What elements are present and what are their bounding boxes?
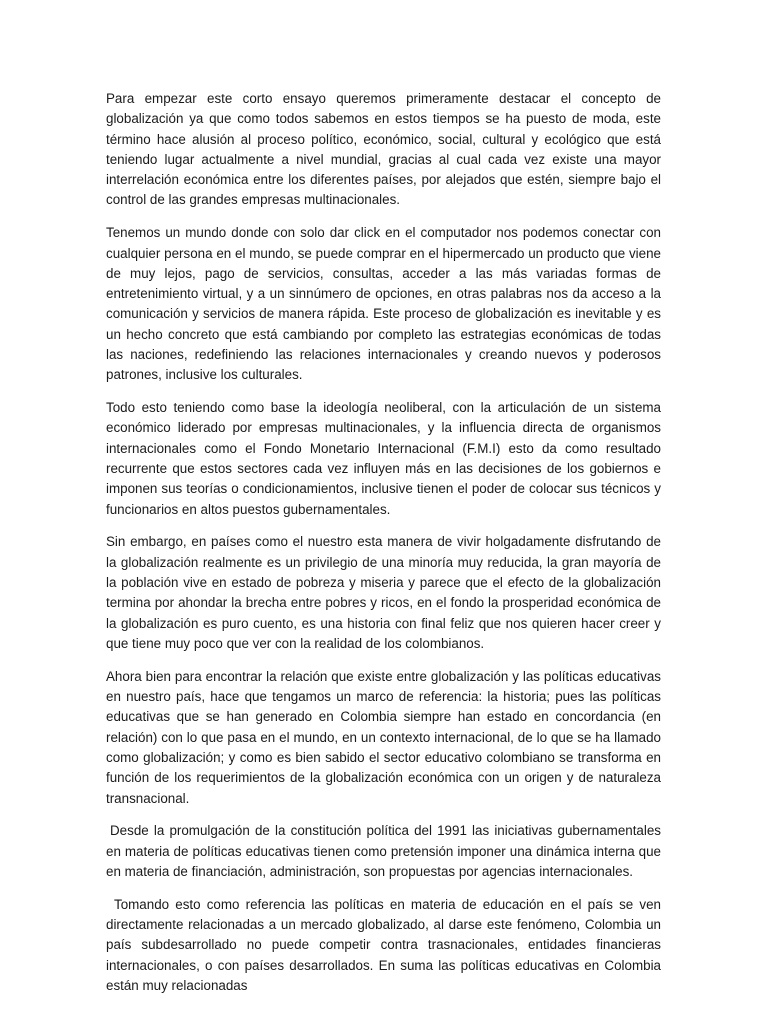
paragraph-6: Desde la promulgación de la constitución política del 1991 las iniciativas gubernamentales en materia de políticas educativas tienen como pretensión imponer una dinámica interna que en materia de financiación, administración, son propuestas por agencias internacionales.	[106, 823, 661, 879]
document-body	[106, 89, 661, 1009]
paragraph-2: Tenemos un mundo donde con solo dar click en el computador nos podemos conectar con cualquier persona en el mundo, se puede comprar en el hipermercado un producto que viene de muy lejos, pago de servicios, consultas, acceder a las más variadas formas de entretenimiento virtual, y a un sinnúmero de opciones, en otras palabras nos da acceso a la comunicación y servicios de manera rápida. Este proceso de globalización es inevitable y es un hecho concreto que está cambiando por completo las estrategias económicas de todas las naciones, redefiniendo las relaciones internacionales y creando nuevos y poderosos patrones, inclusive los culturales.	[106, 225, 661, 383]
paragraph-1: Para empezar este corto ensayo queremos primeramente destacar el concepto de globalización ya que como todos sabemos en estos tiempos se ha puesto de moda, este término hace alusión al proceso político, económico, social, cultural y ecológico que está teniendo lugar actualmente a nivel mundial, gracias al cual cada vez existe una mayor interrelación económica entre los diferentes países, por alejados que estén, siempre bajo el control de las grandes empresas multinacionales.	[106, 91, 661, 208]
paragraph-3: Todo esto teniendo como base la ideología neoliberal, con la articulación de un sistema económico liderado por empresas multinacionales, y la influencia directa de organismos internacionales como el Fondo Monetario Internacional (F.M.I) esto da como resultado recurrente que estos sectores cada vez influyen más en las decisiones de los gobiernos e imponen sus teorías o condicionamientos, inclusive tienen el poder de colocar sus técnicos y funcionarios en altos puestos gubernamentales.	[106, 400, 661, 517]
paragraph-5: Ahora bien para encontrar la relación que existe entre globalización y las políticas educativas en nuestro país, hace que tengamos un marco de referencia: la historia; pues las políticas educativas que se han generado en Colombia siempre han estado en concordancia (en relación) con lo que pasa en el mundo, en un contexto internacional, de lo que se ha llamado como globalización; y como es bien sabido el sector educativo colombiano se transforma en función de los requerimientos de la globalización económica con un origen y de naturaleza transnacional.	[106, 668, 661, 806]
paragraph-7: Tomando esto como referencia las políticas en materia de educación en el país se ven directamente relacionadas a un mercado globalizado, al darse este fenómeno, Colombia un país subdesarrollado no puede competir contra trasnacionales, entidades financieras internacionales, o con países desarrollados. En suma las políticas educativas en Colombia están muy relacionadas	[106, 896, 661, 993]
paragraph-4: Sin embargo, en países como el nuestro esta manera de vivir holgadamente disfrutando de la globalización realmente es un privilegio de una minoría muy reducida, la gran mayoría de la población vive en estado de pobreza y miseria y parece que el efecto de la globalización termina por ahondar la brecha entre pobres y ricos, en el fondo la prosperidad económica de la globalización es puro cuento, es una historia con final feliz que nos quieren hacer creer y que tiene muy poco que ver con la realidad de los colombianos.	[106, 534, 661, 651]
